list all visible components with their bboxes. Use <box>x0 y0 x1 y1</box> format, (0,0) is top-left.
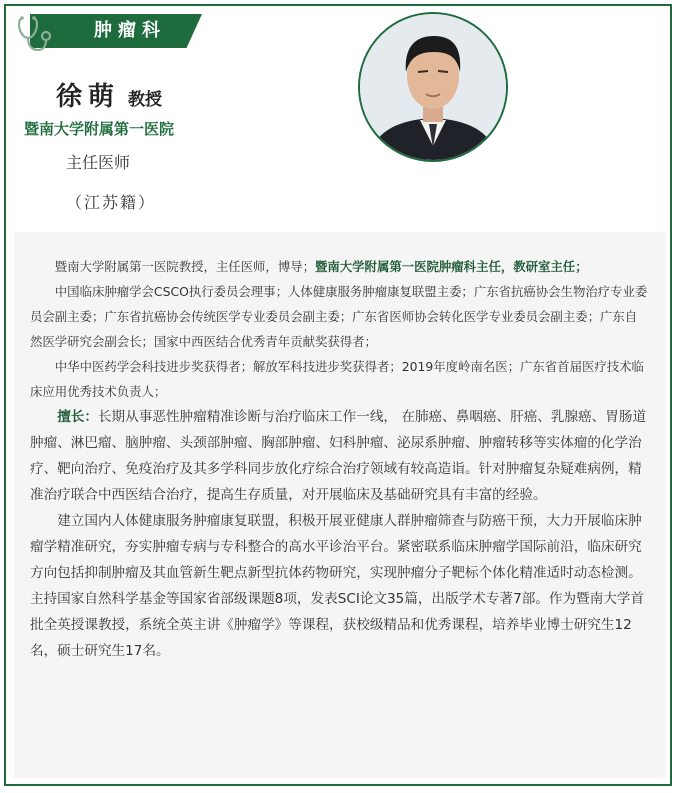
doctor-origin: （江苏籍） <box>66 193 157 212</box>
doctor-position: 主任医师 <box>66 153 131 172</box>
biography-panel <box>14 232 666 778</box>
bio-paragraph-2: 中国临床肿瘤学会CSCO执行委员会理事；人体健康服务肿瘤康复联盟主委；广东省抗癌协会生物治疗专业委员会副主委；广东省抗癌协会传统医学专业委员会副主委；广东省医师协会转化医学专业委员会副主委；广东自然医学研究会副会长；国家中西医结合优秀青年贡献奖获得者； <box>30 284 648 349</box>
expertise-text: 长期从事恶性肿瘤精准诊断与治疗临床工作一线， 在肺癌、鼻咽癌、肝癌、乳腺癌、胃肠道肿瘤、淋巴瘤、脑肿瘤、头颈部肿瘤、胸部肿瘤、妇科肿瘤、泌尿系肿瘤、肿瘤转移等实体瘤的化学治疗、靶向治疗、免疫治疗及其多学科同步放化疗综合治疗领域有较高造诣。针对肿瘤复杂疑难病例，精准治疗联合中西医结合治疗，提高生存质量，对开展临床及基础研究具有丰富的经验。 <box>30 409 647 503</box>
bio-paragraph-1 <box>30 254 648 279</box>
department-label: 肿瘤科 <box>94 20 166 41</box>
doctor-title: 教授 <box>128 90 163 110</box>
doctor-portrait <box>358 12 508 162</box>
stethoscope-icon <box>14 14 54 54</box>
department-banner <box>14 14 202 48</box>
portrait-illustration <box>360 14 506 160</box>
expertise-label: 擅长： <box>57 409 98 425</box>
bio-paragraph-5: 建立国内人体健康服务肿瘤康复联盟，积极开展亚健康人群肿瘤筛查与防癌干预，大力开展临床肿瘤学精准研究，夯实肿瘤专病与专科整合的高水平诊治平台。紧密联系临床肿瘤学国际前沿，临床研究方向包括抑制肿瘤及其血管新生靶点新型抗体药物研究，实现肿瘤分子靶标个体化精准适时动态检测。主持国家自然科学基金等国家省部级课题8项，发表SCI论文35篇，出版学术专著7部。作为暨南大学首批全英授课教授，系统全英主讲《肿瘤学》等课程，获校级精品和优秀课程，培养毕业博士研究生12名，硕士研究生17名。 <box>30 513 645 659</box>
bio-p1-text: 暨南大学附属第一医院教授，主任医师，博导； <box>54 259 315 274</box>
doctor-name-row <box>56 76 162 110</box>
doctor-name: 徐萌 <box>56 82 121 112</box>
bio-paragraph-3: 中华中医药学会科技进步奖获得者；解放军科技进步奖获得者；2019年度岭南名医；广东省首届医疗技术临床应用优秀技术负责人； <box>30 359 644 399</box>
bio-p1-highlight: 暨南大学附属第一医院肿瘤科主任，教研室主任； <box>315 259 588 274</box>
hospital-name: 暨南大学附属第一医院 <box>24 120 175 138</box>
bio-paragraph-expertise <box>30 404 648 508</box>
